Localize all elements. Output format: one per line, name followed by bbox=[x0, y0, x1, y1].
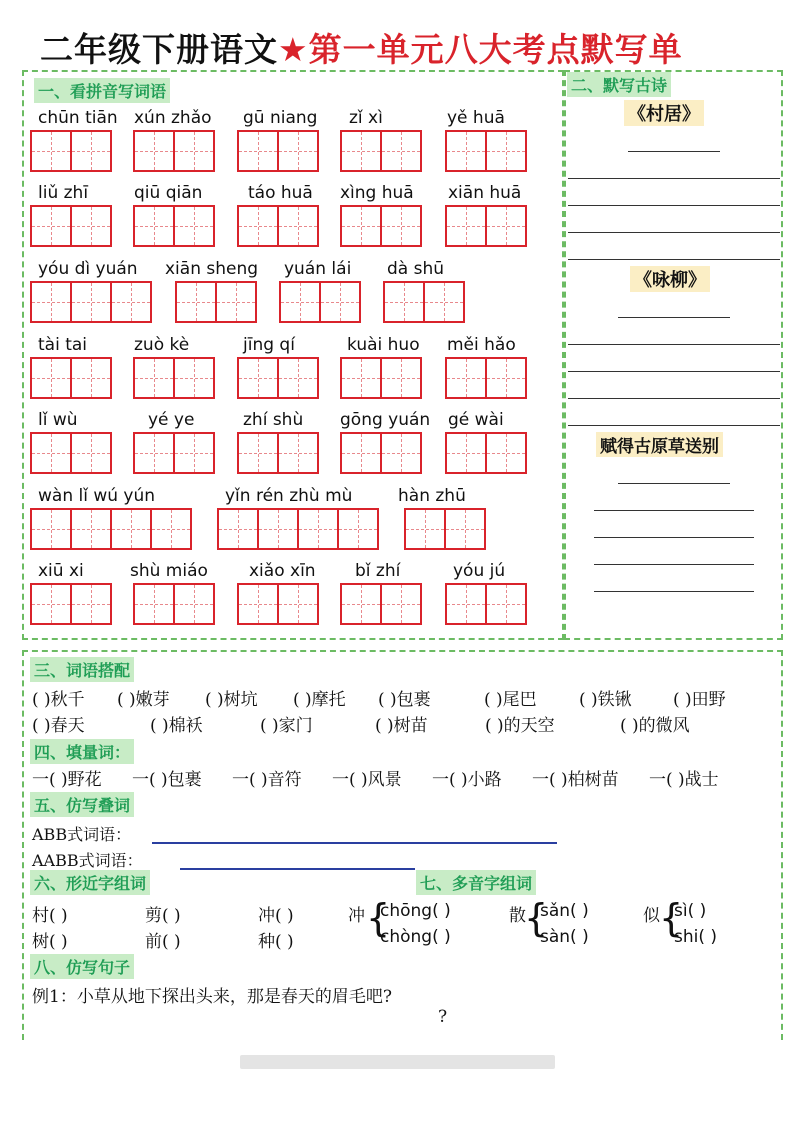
writing-grid[interactable] bbox=[133, 130, 213, 172]
pinyin-label: yuán lái bbox=[284, 259, 352, 279]
pinyin-label: yóu jú bbox=[453, 561, 506, 581]
writing-cell[interactable] bbox=[485, 432, 527, 474]
writing-cell[interactable] bbox=[383, 281, 425, 323]
writing-grid[interactable] bbox=[30, 357, 110, 399]
writing-grid[interactable] bbox=[237, 357, 317, 399]
writing-grid[interactable] bbox=[217, 508, 377, 550]
writing-cell[interactable] bbox=[30, 583, 72, 625]
writing-cell[interactable] bbox=[445, 357, 487, 399]
pinyin-label: yóu dì yuán bbox=[38, 259, 138, 279]
writing-grid[interactable] bbox=[30, 508, 190, 550]
writing-cell[interactable] bbox=[133, 357, 175, 399]
writing-cell[interactable] bbox=[340, 205, 382, 247]
writing-grid[interactable] bbox=[133, 432, 213, 474]
writing-cell[interactable] bbox=[70, 205, 112, 247]
collocation-item[interactable]: ( )棉袄 bbox=[150, 716, 203, 736]
similar-char-item[interactable]: 树( ) bbox=[32, 932, 68, 952]
pinyin-label: shù miáo bbox=[130, 561, 208, 581]
writing-cell[interactable] bbox=[485, 205, 527, 247]
section-6-heading: 六、形近字组词 bbox=[30, 870, 150, 895]
brace-icon: { bbox=[659, 896, 684, 940]
pinyin-label: táo huā bbox=[248, 183, 313, 203]
writing-cell[interactable] bbox=[445, 583, 487, 625]
writing-cell[interactable] bbox=[279, 281, 321, 323]
writing-cell[interactable] bbox=[175, 281, 217, 323]
writing-cell[interactable] bbox=[423, 281, 465, 323]
writing-cell[interactable] bbox=[237, 130, 279, 172]
poem-title-cunju: 《村居》 bbox=[624, 100, 704, 126]
polyphone-char: 散 bbox=[509, 906, 526, 926]
polyphone-item[interactable]: chòng( ) bbox=[380, 927, 451, 947]
collocation-item[interactable]: ( )树苗 bbox=[375, 716, 428, 736]
measure-item[interactable]: 一( )小路 bbox=[432, 770, 502, 790]
writing-cell[interactable] bbox=[173, 583, 215, 625]
section-3-heading: 三、词语搭配 bbox=[30, 657, 134, 682]
writing-cell[interactable] bbox=[380, 432, 422, 474]
writing-grid[interactable] bbox=[445, 357, 525, 399]
footer-blurred-text bbox=[240, 1055, 555, 1069]
writing-grid[interactable] bbox=[30, 432, 110, 474]
polyphone-item[interactable]: chōng( ) bbox=[380, 901, 451, 921]
polyphone-item[interactable]: shi( ) bbox=[674, 927, 718, 947]
poem-author-line[interactable] bbox=[618, 317, 730, 318]
writing-cell[interactable] bbox=[30, 205, 72, 247]
writing-cell[interactable] bbox=[340, 583, 382, 625]
measure-item[interactable]: 一( )音符 bbox=[232, 770, 302, 790]
writing-cell[interactable] bbox=[133, 205, 175, 247]
pinyin-label: wàn lǐ wú yún bbox=[38, 486, 156, 506]
poem-answer-line[interactable] bbox=[568, 178, 780, 179]
writing-cell[interactable] bbox=[30, 432, 72, 474]
writing-cell[interactable] bbox=[133, 432, 175, 474]
similar-char-item[interactable]: 种( ) bbox=[258, 932, 294, 952]
writing-grid[interactable] bbox=[175, 281, 255, 323]
writing-cell[interactable] bbox=[444, 508, 486, 550]
measure-item[interactable]: 一( )包裹 bbox=[132, 770, 202, 790]
writing-cell[interactable] bbox=[257, 508, 299, 550]
collocation-item[interactable]: ( )的天空 bbox=[485, 716, 555, 736]
writing-grid[interactable] bbox=[133, 583, 213, 625]
pinyin-label: lǐ wù bbox=[38, 410, 78, 430]
pinyin-label: hàn zhū bbox=[398, 486, 466, 506]
section-1-heading: 一、看拼音写词语 bbox=[34, 78, 170, 103]
writing-cell[interactable] bbox=[70, 432, 112, 474]
poem-answer-line[interactable] bbox=[568, 371, 780, 372]
writing-grid[interactable] bbox=[340, 130, 420, 172]
title-unit: 第一单元八大考点默写单 bbox=[308, 30, 683, 69]
writing-cell[interactable] bbox=[380, 205, 422, 247]
writing-grid[interactable] bbox=[237, 432, 317, 474]
writing-grid[interactable] bbox=[30, 130, 110, 172]
writing-cell[interactable] bbox=[337, 508, 379, 550]
section-8-heading: 八、仿写句子 bbox=[30, 954, 134, 979]
polyphone-item[interactable]: sǎn( ) bbox=[540, 901, 589, 921]
writing-cell[interactable] bbox=[277, 205, 319, 247]
collocation-item[interactable]: ( )摩托 bbox=[293, 690, 346, 710]
writing-cell[interactable] bbox=[70, 130, 112, 172]
poem-answer-line[interactable] bbox=[568, 398, 780, 399]
writing-cell[interactable] bbox=[110, 281, 152, 323]
pinyin-label: zǐ xì bbox=[349, 108, 383, 128]
writing-cell[interactable] bbox=[485, 130, 527, 172]
pinyin-label: xiān sheng bbox=[165, 259, 259, 279]
writing-cell[interactable] bbox=[173, 357, 215, 399]
writing-cell[interactable] bbox=[404, 508, 446, 550]
poem-title-fude: 赋得古原草送别 bbox=[596, 432, 723, 457]
writing-cell[interactable] bbox=[297, 508, 339, 550]
pinyin-label: tài tai bbox=[38, 335, 88, 355]
writing-cell[interactable] bbox=[133, 130, 175, 172]
similar-char-item[interactable]: 村( ) bbox=[32, 906, 68, 926]
writing-cell[interactable] bbox=[70, 508, 112, 550]
pinyin-label: gōng yuán bbox=[340, 410, 431, 430]
writing-cell[interactable] bbox=[173, 205, 215, 247]
poem-answer-line[interactable] bbox=[568, 232, 780, 233]
writing-cell[interactable] bbox=[445, 130, 487, 172]
writing-cell[interactable] bbox=[340, 130, 382, 172]
writing-cell[interactable] bbox=[173, 432, 215, 474]
writing-grid[interactable] bbox=[133, 357, 213, 399]
poem-title-yongliu: 《咏柳》 bbox=[630, 266, 710, 292]
measure-item[interactable]: 一( )风景 bbox=[332, 770, 402, 790]
similar-char-item[interactable]: 前( ) bbox=[145, 932, 181, 952]
writing-grid[interactable] bbox=[237, 205, 317, 247]
poem-author-line[interactable] bbox=[618, 483, 730, 484]
writing-cell[interactable] bbox=[485, 357, 527, 399]
pinyin-label: xìng huā bbox=[340, 183, 414, 203]
writing-cell[interactable] bbox=[380, 583, 422, 625]
pinyin-label: yě huā bbox=[447, 108, 505, 128]
writing-cell[interactable] bbox=[277, 357, 319, 399]
collocation-item[interactable]: ( )春天 bbox=[32, 716, 85, 736]
poem-answer-line[interactable] bbox=[568, 425, 780, 426]
page-title bbox=[40, 24, 683, 71]
poem-answer-line[interactable] bbox=[568, 344, 780, 345]
writing-cell[interactable] bbox=[445, 432, 487, 474]
writing-cell[interactable] bbox=[70, 281, 112, 323]
writing-grid[interactable] bbox=[445, 205, 525, 247]
measure-item[interactable]: 一( )野花 bbox=[32, 770, 102, 790]
writing-cell[interactable] bbox=[237, 357, 279, 399]
collocation-item[interactable]: ( )树坑 bbox=[205, 690, 258, 710]
collocation-item[interactable]: ( )田野 bbox=[673, 690, 726, 710]
writing-grid[interactable] bbox=[30, 205, 110, 247]
polyphone-item[interactable]: sàn( ) bbox=[540, 927, 589, 947]
writing-cell[interactable] bbox=[277, 130, 319, 172]
collocation-item[interactable]: ( )铁锹 bbox=[579, 690, 632, 710]
pinyin-label: kuài huo bbox=[347, 335, 420, 355]
title-star: ★ bbox=[278, 30, 309, 69]
writing-grid[interactable] bbox=[340, 357, 420, 399]
writing-grid[interactable] bbox=[445, 432, 525, 474]
writing-grid[interactable] bbox=[340, 583, 420, 625]
section-5-heading: 五、仿写叠词 bbox=[30, 792, 134, 817]
sentence-answer-mark[interactable]: ? bbox=[438, 1007, 448, 1027]
writing-cell[interactable] bbox=[485, 583, 527, 625]
collocation-item[interactable]: ( )嫩芽 bbox=[117, 690, 170, 710]
pinyin-label: xiǎo xīn bbox=[249, 561, 316, 581]
writing-cell[interactable] bbox=[277, 583, 319, 625]
writing-cell[interactable] bbox=[133, 583, 175, 625]
abb-label: ABB式词语： bbox=[32, 825, 132, 844]
collocation-item[interactable]: ( )家门 bbox=[260, 716, 313, 736]
writing-cell[interactable] bbox=[110, 508, 152, 550]
poem-answer-line[interactable] bbox=[594, 510, 754, 511]
poem-answer-line[interactable] bbox=[594, 537, 754, 538]
writing-cell[interactable] bbox=[237, 432, 279, 474]
collocation-item[interactable]: ( )包裹 bbox=[378, 690, 431, 710]
writing-cell[interactable] bbox=[30, 508, 72, 550]
pinyin-label: zuò kè bbox=[134, 335, 190, 355]
writing-cell[interactable] bbox=[277, 432, 319, 474]
writing-grid[interactable] bbox=[445, 583, 525, 625]
writing-cell[interactable] bbox=[380, 130, 422, 172]
polyphone-char: 冲 bbox=[348, 906, 365, 926]
writing-cell[interactable] bbox=[150, 508, 192, 550]
writing-cell[interactable] bbox=[70, 357, 112, 399]
pinyin-label: zhí shù bbox=[243, 410, 304, 430]
writing-grid[interactable] bbox=[237, 130, 317, 172]
writing-grid[interactable] bbox=[30, 281, 150, 323]
writing-cell[interactable] bbox=[319, 281, 361, 323]
pinyin-label: měi hǎo bbox=[447, 335, 516, 355]
collocation-item[interactable]: ( )的微风 bbox=[620, 716, 690, 736]
pinyin-label: dà shū bbox=[387, 259, 445, 279]
collocation-item[interactable]: ( )尾巴 bbox=[484, 690, 537, 710]
writing-cell[interactable] bbox=[340, 432, 382, 474]
pinyin-label: jīng qí bbox=[243, 335, 295, 355]
title-grade: 二年级下册语文 bbox=[40, 30, 278, 69]
pinyin-label: gé wài bbox=[448, 410, 504, 430]
writing-grid[interactable] bbox=[383, 281, 463, 323]
abb-answer-line[interactable] bbox=[152, 842, 557, 844]
poem-answer-line[interactable] bbox=[594, 564, 754, 565]
pinyin-label: xiū xi bbox=[38, 561, 84, 581]
poem-answer-line[interactable] bbox=[568, 259, 780, 260]
aabb-label: AABB式词语： bbox=[32, 851, 143, 870]
writing-grid[interactable] bbox=[404, 508, 484, 550]
poem-answer-line[interactable] bbox=[594, 591, 754, 592]
writing-grid[interactable] bbox=[279, 281, 359, 323]
section-7-heading: 七、多音字组词 bbox=[416, 870, 536, 895]
similar-char-item[interactable]: 剪( ) bbox=[145, 906, 181, 926]
writing-cell[interactable] bbox=[30, 281, 72, 323]
pinyin-label: xiān huā bbox=[448, 183, 522, 203]
writing-grid[interactable] bbox=[237, 583, 317, 625]
brace-icon: { bbox=[524, 896, 549, 940]
writing-cell[interactable] bbox=[340, 357, 382, 399]
writing-grid[interactable] bbox=[340, 205, 420, 247]
writing-cell[interactable] bbox=[380, 357, 422, 399]
poem-author-line[interactable] bbox=[628, 151, 720, 152]
writing-cell[interactable] bbox=[215, 281, 257, 323]
polyphone-item[interactable]: sì( ) bbox=[674, 901, 707, 921]
writing-grid[interactable] bbox=[133, 205, 213, 247]
section-4-heading: 四、填量词： bbox=[30, 739, 134, 764]
writing-grid[interactable] bbox=[445, 130, 525, 172]
pinyin-label: gū niang bbox=[243, 108, 318, 128]
pinyin-label: yǐn rén zhù mù bbox=[225, 486, 353, 506]
writing-cell[interactable] bbox=[217, 508, 259, 550]
poem-answer-line[interactable] bbox=[568, 205, 780, 206]
pinyin-label: liǔ zhī bbox=[38, 183, 89, 203]
writing-cell[interactable] bbox=[237, 205, 279, 247]
writing-grid[interactable] bbox=[340, 432, 420, 474]
similar-char-item[interactable]: 冲( ) bbox=[258, 906, 294, 926]
brace-icon: { bbox=[366, 896, 391, 940]
pinyin-label: qiū qiān bbox=[134, 183, 203, 203]
collocation-item[interactable]: ( )秋千 bbox=[32, 690, 85, 710]
pinyin-label: yé ye bbox=[148, 410, 195, 430]
section-poem-box bbox=[564, 70, 783, 640]
aabb-answer-line[interactable] bbox=[180, 868, 415, 870]
writing-grid[interactable] bbox=[30, 583, 110, 625]
writing-cell[interactable] bbox=[30, 130, 72, 172]
measure-item[interactable]: 一( )战士 bbox=[649, 770, 719, 790]
pinyin-label: chūn tiān bbox=[38, 108, 118, 128]
writing-cell[interactable] bbox=[70, 583, 112, 625]
writing-cell[interactable] bbox=[30, 357, 72, 399]
writing-cell[interactable] bbox=[173, 130, 215, 172]
writing-cell[interactable] bbox=[237, 583, 279, 625]
writing-cell[interactable] bbox=[445, 205, 487, 247]
pinyin-label: bǐ zhí bbox=[355, 561, 401, 581]
section-2-heading: 二、默写古诗 bbox=[567, 72, 671, 97]
measure-item[interactable]: 一( )柏树苗 bbox=[532, 770, 619, 790]
example-sentence: 例1：小草从地下探出头来，那是春天的眉毛吧? bbox=[32, 987, 392, 1007]
polyphone-char: 似 bbox=[643, 906, 660, 926]
pinyin-label: xún zhǎo bbox=[134, 108, 212, 128]
